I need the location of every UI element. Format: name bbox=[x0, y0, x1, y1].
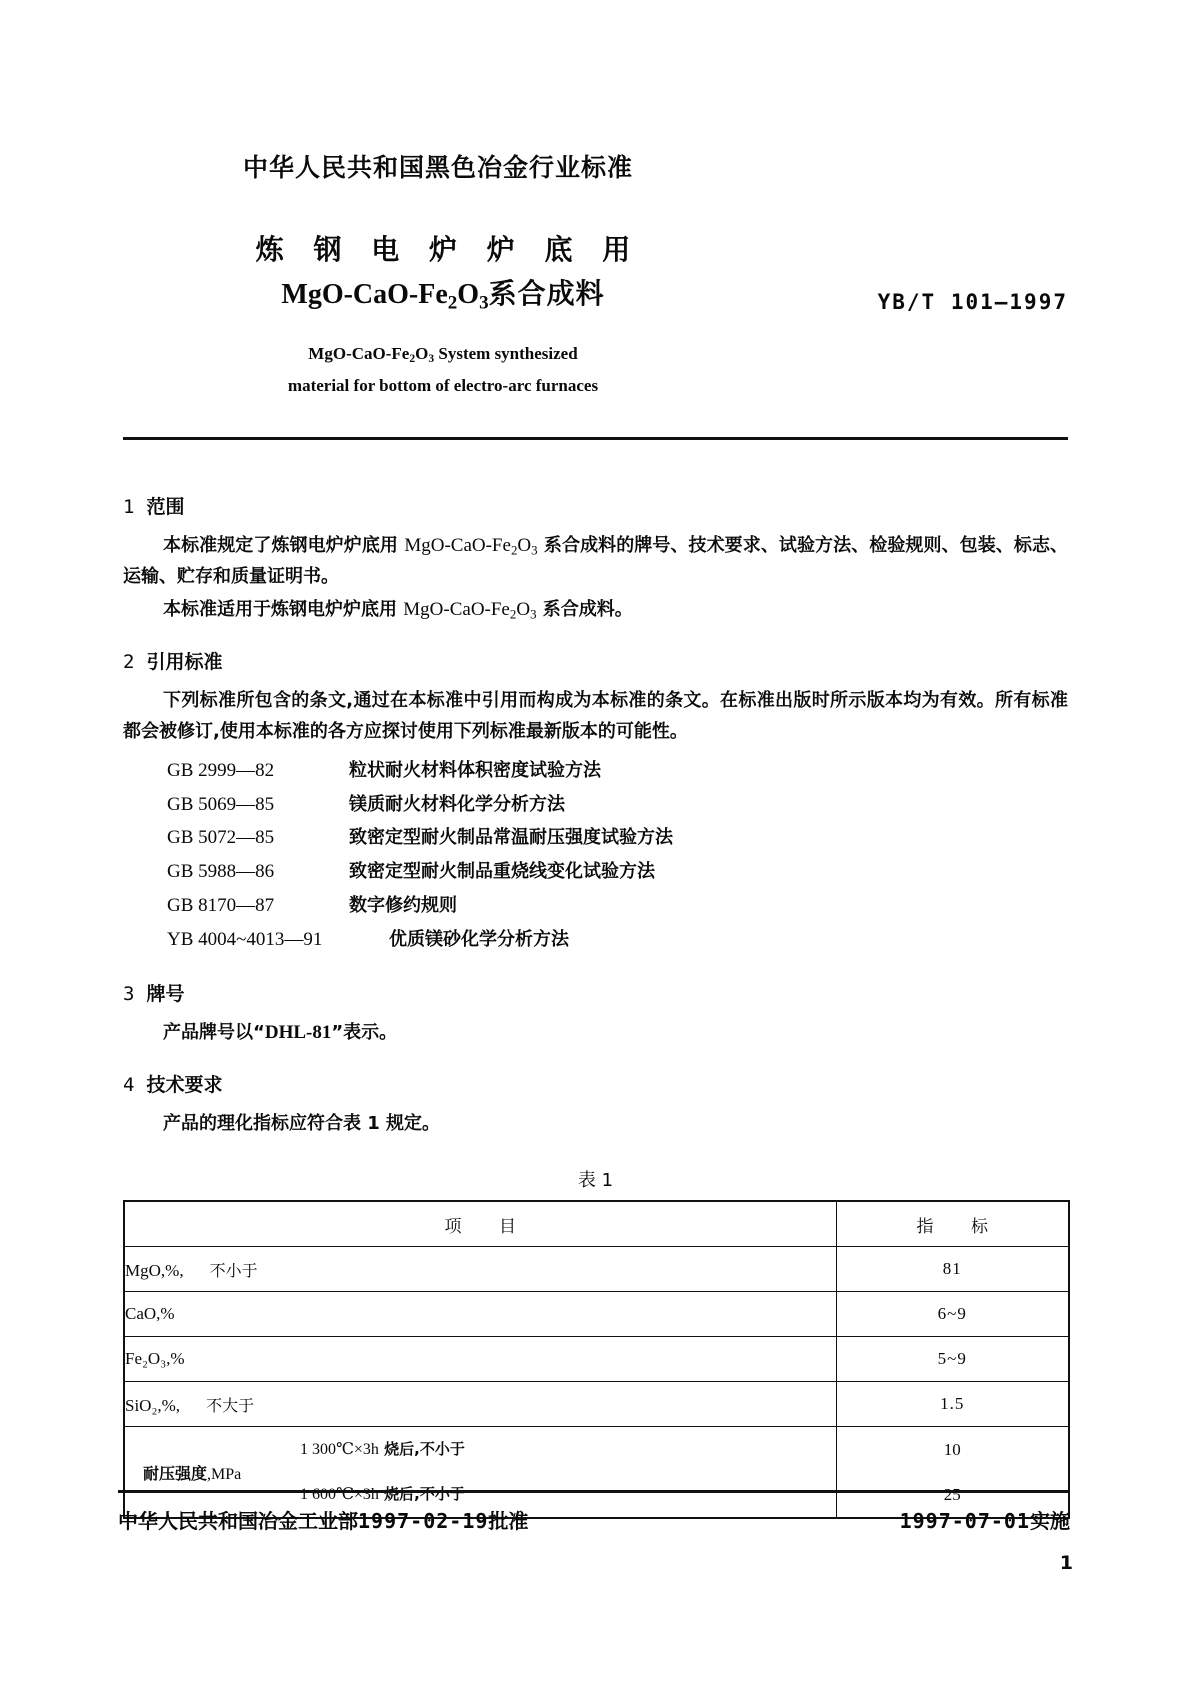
clause-1-title: 范围 bbox=[146, 496, 185, 518]
item-qualifier: 不小于 bbox=[209, 1260, 258, 1280]
ref-title: 镁质耐火材料化学分析方法 bbox=[349, 793, 565, 815]
strength-value-2: 25 bbox=[943, 1485, 961, 1505]
effective-suffix: 实施 bbox=[1030, 1509, 1070, 1533]
clause-4-heading bbox=[123, 1070, 1068, 1097]
clause-2-title: 引用标准 bbox=[146, 651, 223, 674]
c1-p1-sub1: 2 bbox=[510, 542, 518, 558]
effective-statement bbox=[900, 1505, 1070, 1534]
title-zone bbox=[123, 232, 1068, 432]
footer-divider-rule bbox=[118, 1490, 1070, 1493]
row-item-fe2o3 bbox=[124, 1337, 836, 1382]
title-en-sub1: 2 bbox=[409, 352, 416, 366]
title-formula-part2: O bbox=[457, 279, 480, 310]
document-footer bbox=[118, 1505, 1070, 1534]
table-row bbox=[124, 1337, 1069, 1382]
cond1-duration: ×3h bbox=[353, 1441, 379, 1459]
strength-value-1: 10 bbox=[943, 1440, 961, 1460]
standard-number: YB/T 101—1997 bbox=[877, 290, 1068, 314]
list-item bbox=[123, 855, 1068, 889]
table-row bbox=[124, 1292, 1069, 1337]
cond2-temp: 1 600℃ bbox=[300, 1486, 354, 1504]
c1-p1-sub2: 3 bbox=[531, 542, 538, 558]
clause-1-number: 1 bbox=[123, 496, 135, 518]
row-item-sio2 bbox=[124, 1382, 836, 1427]
column-header-item: 项 目 bbox=[124, 1201, 836, 1247]
specification-table bbox=[123, 1200, 1070, 1519]
ref-code: GB 5072—85 bbox=[167, 827, 275, 849]
item-formula: Fe₂O₃ bbox=[125, 1349, 167, 1369]
table-caption-text: 表 1 bbox=[577, 1170, 614, 1192]
document-header bbox=[123, 148, 1068, 432]
table-row bbox=[124, 1382, 1069, 1427]
c3-p1-text-a: 产品牌号以“ bbox=[163, 1021, 265, 1043]
table-row bbox=[124, 1247, 1069, 1292]
row-value-sio2: 1.5 bbox=[836, 1382, 1069, 1427]
cond1-text: 烧后,不小于 bbox=[378, 1440, 465, 1459]
c4-p1-text: 产品的理化指标应符合表 1 规定。 bbox=[163, 1113, 441, 1135]
list-item bbox=[123, 821, 1068, 855]
clause-1-paragraph-2 bbox=[123, 595, 1068, 626]
list-item bbox=[123, 788, 1068, 822]
clause-4-number: 4 bbox=[123, 1074, 135, 1097]
clause-3-number: 3 bbox=[123, 982, 135, 1005]
clause-2-number: 2 bbox=[123, 651, 135, 674]
c1-p2-text-b: 系合成料。 bbox=[536, 598, 633, 620]
chinese-title-block bbox=[123, 232, 763, 316]
ref-code: GB 5069—85 bbox=[167, 793, 275, 815]
item-unit: ,% bbox=[156, 1304, 175, 1324]
english-title-block bbox=[123, 338, 763, 401]
strength-values bbox=[837, 1427, 1069, 1517]
header-divider-rule bbox=[123, 437, 1068, 440]
c2-p1-text: 下列标准所包含的条文,通过在本标准中引用而构成为本标准的条文。在标准出版时所示版本均为有效。所有标准都会被修订,使用本标准的各方应探讨使用下列标准最新版本的可能性。 bbox=[123, 690, 1068, 743]
ref-title: 数字修约规则 bbox=[349, 895, 457, 917]
row-value-mgo: 81 bbox=[836, 1247, 1069, 1292]
row-value-fe2o3: 5~9 bbox=[836, 1337, 1069, 1382]
standard-organization: 中华人民共和国黑色冶金行业标准 bbox=[243, 153, 634, 182]
cond2-duration: ×3h bbox=[353, 1486, 379, 1504]
ref-code: GB 5988—86 bbox=[167, 861, 275, 883]
ref-title: 粒状耐火材料体积密度试验方法 bbox=[349, 759, 601, 781]
clause-3-title: 牌号 bbox=[146, 982, 185, 1005]
title-formula-sub1: 2 bbox=[447, 292, 458, 314]
c1-p1-text-b: 系合成料的牌号、技术要求、试验方法、检验规则、包装、标志、运输、贮存和质量证明书。 bbox=[123, 535, 1069, 587]
title-formula-sub2: 3 bbox=[479, 292, 489, 314]
strength-cell-layout bbox=[125, 1427, 836, 1517]
list-item bbox=[123, 923, 1068, 957]
item-formula: SiO₂ bbox=[125, 1395, 158, 1415]
title-formula-suffix: 系合成料 bbox=[488, 277, 605, 310]
ref-title: 优质镁砂化学分析方法 bbox=[389, 928, 569, 950]
c3-p1-text-b: ”表示。 bbox=[331, 1021, 398, 1043]
product-brand-code: DHL-81 bbox=[264, 1021, 332, 1043]
item-unit: ,%, bbox=[160, 1260, 184, 1280]
title-en-sub2: 3 bbox=[428, 352, 435, 366]
c1-p1-formula-b: O bbox=[517, 535, 532, 556]
table-caption bbox=[123, 1166, 1068, 1192]
row-item-cao bbox=[124, 1292, 836, 1337]
c1-p2-sub2: 3 bbox=[530, 606, 537, 622]
item-formula: MgO bbox=[125, 1260, 161, 1280]
strength-condition-1 bbox=[300, 1427, 836, 1472]
ref-title: 致密定型耐火制品重烧线变化试验方法 bbox=[349, 861, 655, 883]
ref-code: GB 2999—82 bbox=[167, 759, 275, 781]
ref-title: 致密定型耐火制品常温耐压强度试验方法 bbox=[349, 827, 673, 849]
document-body bbox=[123, 470, 1068, 1519]
page-number: 1 bbox=[1059, 1552, 1073, 1574]
title-en-line1 bbox=[123, 338, 763, 370]
clause-1-heading bbox=[123, 492, 1068, 519]
c1-p2-formula-b: O bbox=[516, 598, 531, 620]
ref-code: GB 8170—87 bbox=[167, 895, 275, 917]
list-item bbox=[123, 889, 1068, 923]
clause-3-paragraph-1 bbox=[123, 1018, 1068, 1049]
strength-label-unit: ,MPa bbox=[207, 1465, 242, 1483]
row-item-mgo bbox=[124, 1247, 836, 1292]
c1-p2-formula-a: MgO-CaO-Fe bbox=[403, 598, 510, 620]
clause-2-paragraph-1 bbox=[123, 686, 1068, 748]
title-en-suffix: System synthesized bbox=[434, 344, 578, 364]
title-en-formula-part2: O bbox=[415, 344, 429, 364]
c1-p2-sub1: 2 bbox=[509, 606, 517, 622]
clause-2-heading bbox=[123, 647, 1068, 674]
item-unit: ,% bbox=[166, 1349, 185, 1369]
effective-date: 1997-07-01 bbox=[899, 1509, 1030, 1533]
approval-authority: 中华人民共和国冶金工业部 bbox=[118, 1509, 358, 1533]
title-en-line2: material for bottom of electro-arc furnaces bbox=[287, 375, 599, 395]
referenced-standards-list bbox=[123, 754, 1068, 957]
list-item bbox=[123, 754, 1068, 788]
cond1-temp: 1 300℃ bbox=[300, 1441, 354, 1459]
title-cn-line2 bbox=[123, 275, 763, 316]
clause-3-heading bbox=[123, 979, 1068, 1006]
strength-label bbox=[125, 1461, 300, 1484]
column-header-index: 指 标 bbox=[836, 1201, 1069, 1247]
title-cn-line1: 炼 钢 电 炉 炉 底 用 bbox=[255, 233, 641, 266]
clause-1-paragraph-1 bbox=[123, 531, 1068, 593]
strength-label-cn: 耐压强度 bbox=[143, 1463, 208, 1483]
ref-code: YB 4004~4013—91 bbox=[167, 928, 323, 950]
clause-4-title: 技术要求 bbox=[146, 1074, 223, 1097]
item-unit: ,%, bbox=[157, 1395, 181, 1415]
clause-4-paragraph-1 bbox=[123, 1109, 1068, 1140]
item-qualifier: 不大于 bbox=[206, 1395, 255, 1415]
title-formula-part1: MgO-CaO-Fe bbox=[281, 279, 448, 310]
title-en-formula-part1: MgO-CaO-Fe bbox=[308, 344, 410, 364]
strength-conditions bbox=[300, 1427, 836, 1517]
approval-statement bbox=[118, 1505, 528, 1534]
c1-p1-text-a: 本标准规定了炼钢电炉炉底用 bbox=[163, 535, 405, 556]
cond2-text: 烧后,不小于 bbox=[378, 1485, 465, 1504]
c1-p1-formula-a: MgO-CaO-Fe bbox=[404, 535, 511, 556]
approval-suffix: 批准 bbox=[488, 1509, 529, 1533]
item-formula: CaO bbox=[125, 1304, 157, 1324]
table-header-row bbox=[124, 1201, 1069, 1247]
approval-date: 1997-02-19 bbox=[358, 1509, 489, 1533]
c1-p2-text-a: 本标准适用于炼钢电炉炉底用 bbox=[163, 598, 404, 620]
row-value-cao: 6~9 bbox=[836, 1292, 1069, 1337]
